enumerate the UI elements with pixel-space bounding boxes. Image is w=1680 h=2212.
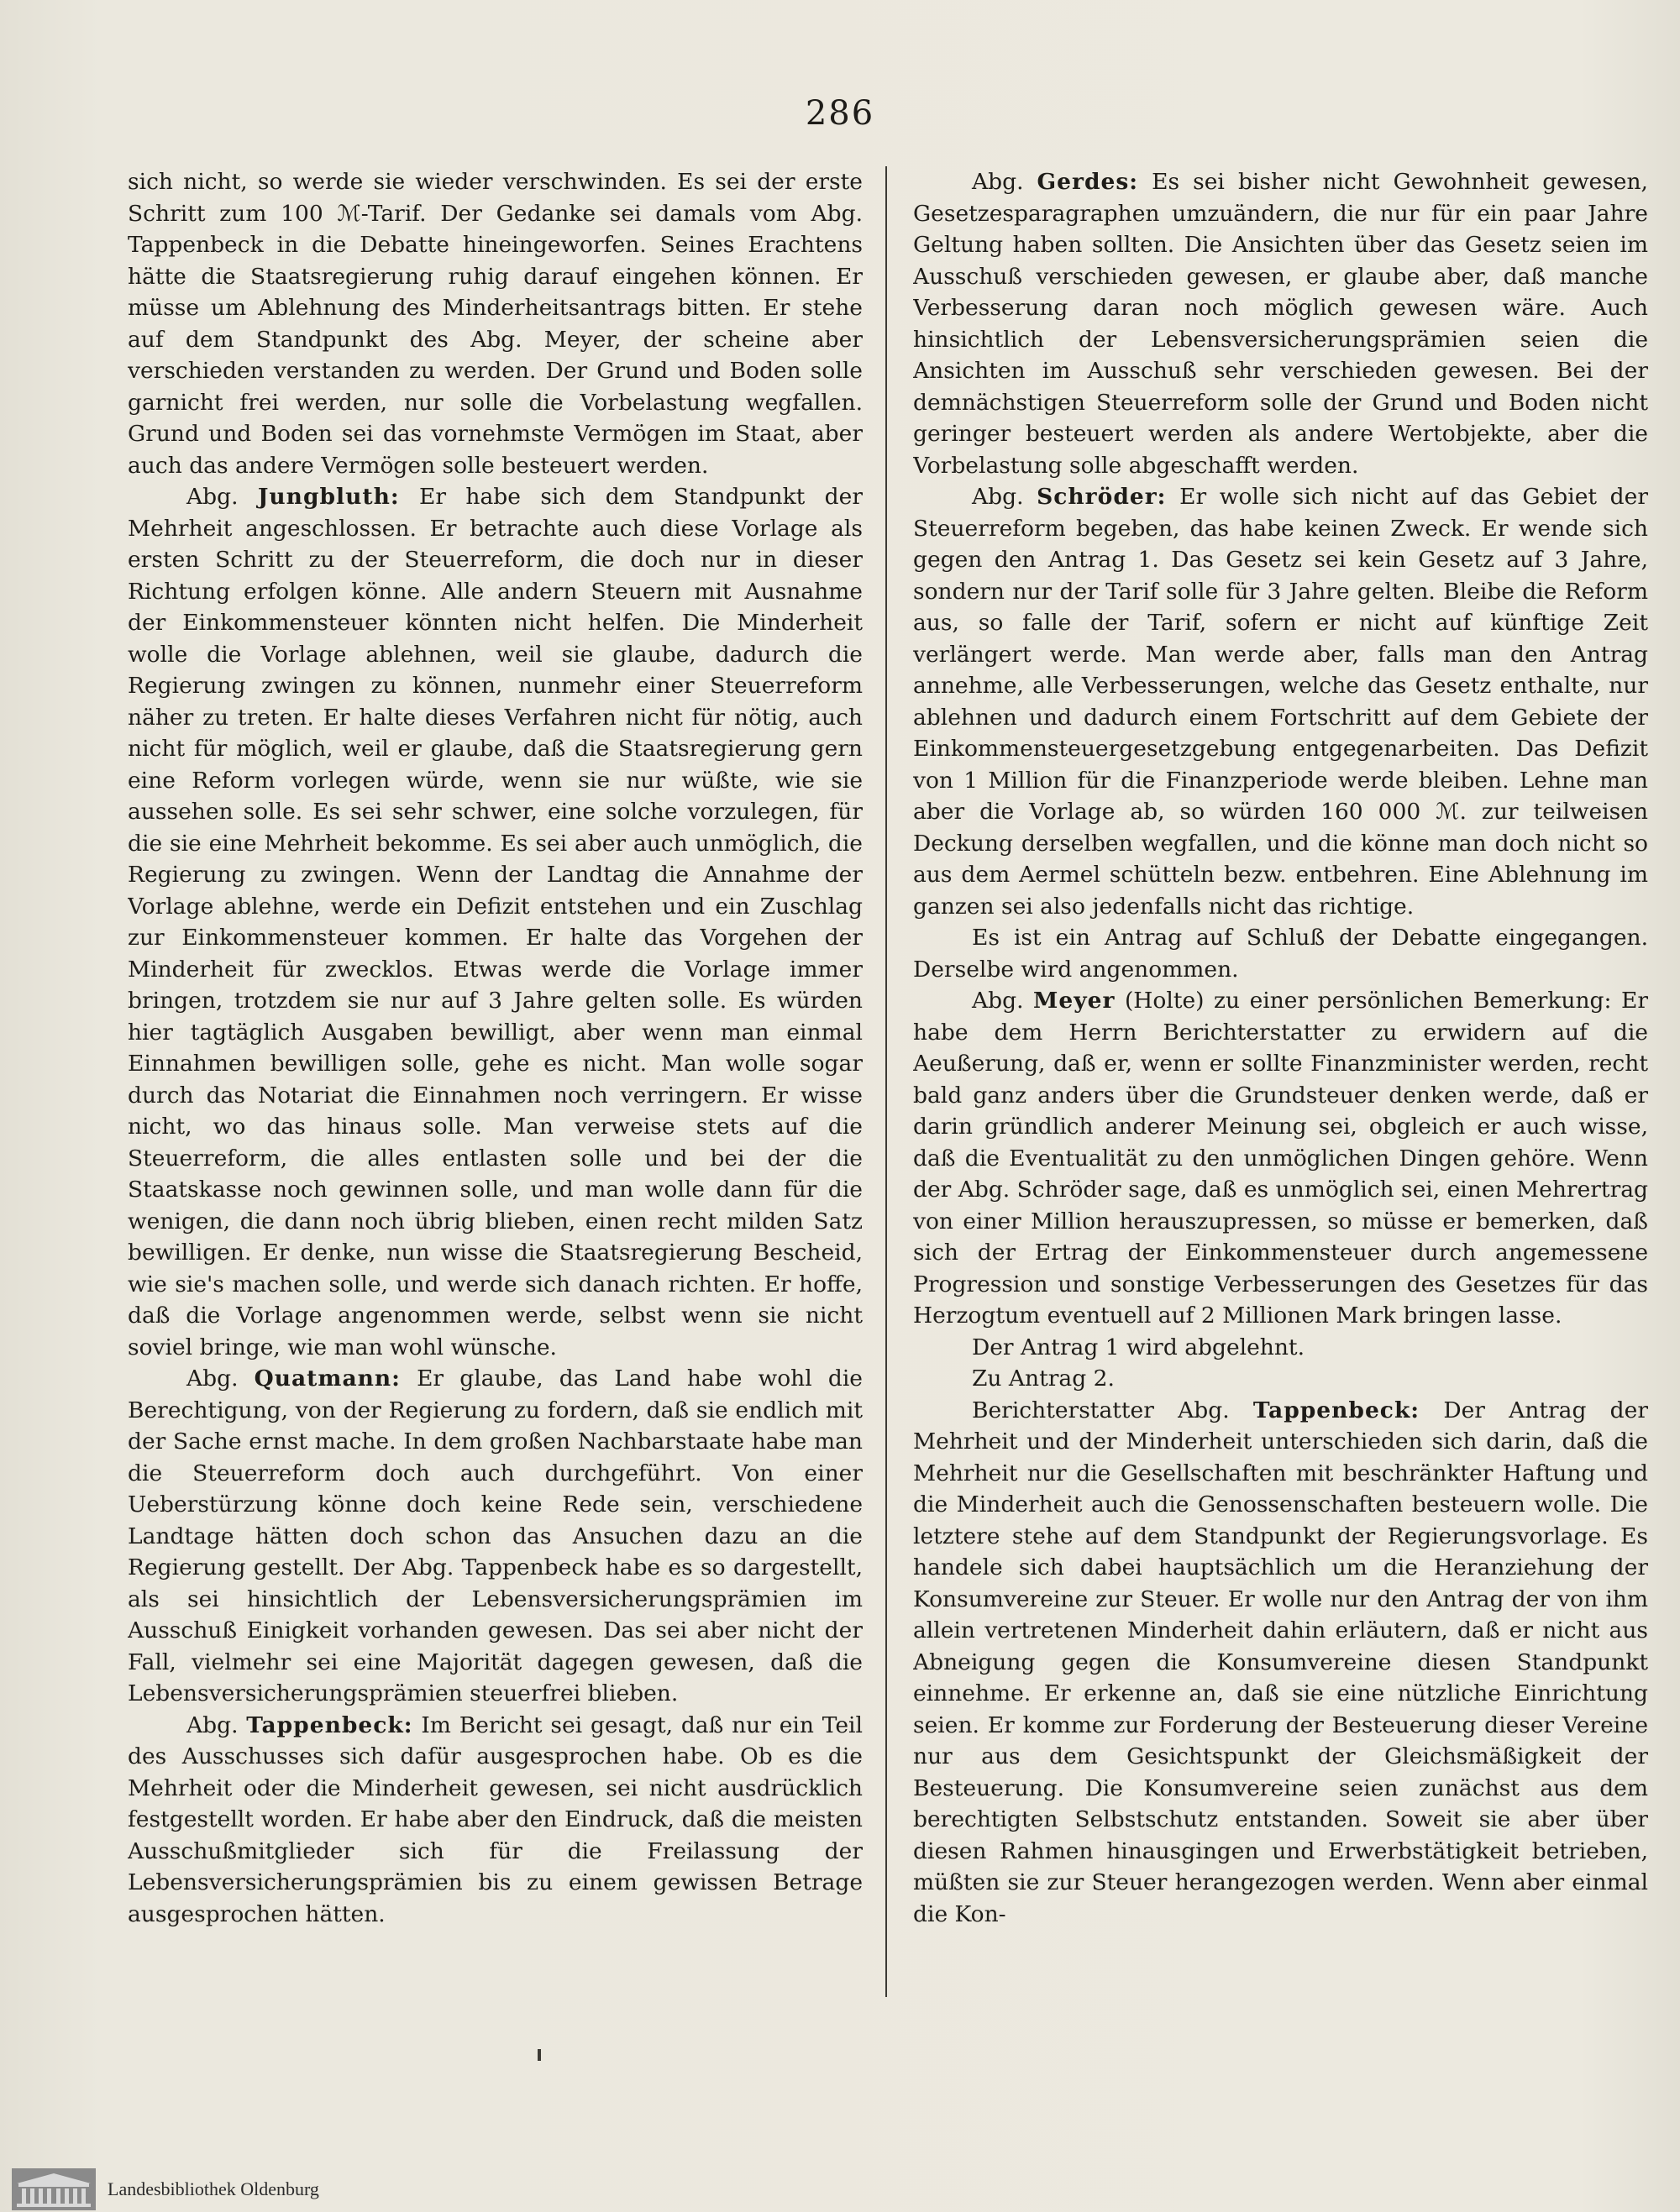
print-mark — [538, 2049, 541, 2061]
speaker-name: Tappenbeck: — [246, 1711, 413, 1738]
speech-prefix: Abg. — [972, 988, 1034, 1014]
paragraph-speech — [913, 166, 1648, 481]
procedure-text: Zu Antrag 2. — [972, 1365, 1115, 1392]
speaker-name: Tappenbeck: — [1252, 1397, 1420, 1423]
paragraph-text: sich nicht, so werde sie wieder verschwinden. Es sei der erste Schritt zum 100 ℳ-Tarif. Der Gedanke sei damals vom Abg. Tappenbeck in die Debatte hineingeworfen. Seines Erachtens hätte die Staatsregierung ruhig darauf eingehen können. Er müsse um Ablehnung des Minderheitsantrags bitten. Er stehe auf dem Standpunkt des Abg. Meyer, der scheine aber verschieden verstanden zu werden. Der Grund und Boden solle garnicht frei werden, nur solle die Vorbelastung wegfallen. Grund und Boden sei das vornehmste Vermögen im Staat, aber auch das andere Vermögen solle besteuert werden. — [128, 169, 863, 479]
paragraph-speech — [913, 481, 1648, 922]
speaker-name: Quatmann: — [254, 1365, 401, 1392]
paragraph-speech — [128, 481, 863, 1363]
speech-text: Es sei bisher nicht Gewohnheit gewesen, Gesetzesparagraphen umzuändern, die nur für ein paar Jahre Geltung haben sollten. Die Ansichten über das Gesetz seien im Ausschuß verschieden gewesen, er glaube aber, daß manche Verbesserung daran noch möglich gewesen wäre. Auch hinsichtlich der Lebensversicherungsprämien seien die Ansichten im Ausschuß sehr verschieden gewesen. Bei der demnächstigen Steuerreform solle der Grund und Boden nicht geringer besteuert werden als andere Wertobjekte, aber die Vorbelastung solle abgeschafft werden. — [913, 169, 1648, 479]
column-divider — [885, 166, 887, 1997]
library-footer — [0, 2167, 1680, 2212]
speech-text: Er habe sich dem Standpunkt der Mehrheit angeschlossen. Er betrachte auch diese Vorlage als ersten Schritt zu der Steuerreform, die doch nur in dieser Richtung erfolgen könne. Alle andern Steuern mit Ausnahme der Einkommensteuer könnten nicht helfen. Die Minderheit wolle die Vorlage ablehnen, weil sie glaube, dadurch die Regierung zwingen zu können, nunmehr einer Steuerreform näher zu treten. Er halte dieses Verfahren nicht für nötig, auch nicht für möglich, weil er glaube, daß die Staatsregierung gern eine Reform vorlegen würde, wenn sie nur wüßte, wie sie aussehen solle. Es sei sehr schwer, eine solche vorzulegen, für die sie eine Mehrheit bekomme. Es sei aber auch unmöglich, die Regierung zu zwingen. Wenn der Landtag die Annahme der Vorlage ablehne, werde ein Defizit entstehen und ein Zuschlag zur Einkommensteuer kommen. Er halte das Vorgehen der Minderheit für zwecklos. Etwas werde die Vorlage immer bringen, trotzdem sie nur auf 3 Jahre gelten solle. Es würden hier tagtäglich Ausgaben bewilligt, aber wenn man einmal Einnahmen bewilligen solle, gehe es nicht. Man wolle sogar durch das Notariat die Einnahmen noch verringern. Er wisse nicht, wo das hinaus solle. Man verweise stets auf die Steuerreform, die alles entlasten solle und bei der die Staatskasse noch gewinnen solle, und man wolle dann für die wenigen, die dann noch übrig blieben, einen recht milden Satz bewilligen. Er denke, nun wisse die Staatsregierung Bescheid, wie sie's machen solle, und werde sich danach richten. Er hoffe, daß die Vorlage angenommen werde, selbst wenn sie nicht soviel bringe, wie man wohl wünsche. — [128, 484, 863, 1360]
speech-text: Der Antrag der Mehrheit und der Minderheit unterschieden sich darin, daß die Mehrheit nur die Gesellschaften mit beschränkter Haftung und die Minderheit auch die Genossenschaften besteuern wolle. Die letztere stehe auf dem Standpunkt der Regierungsvorlage. Es handele sich dabei hauptsächlich um die Heranziehung der Konsumvereine zur Steuer. Er wolle nur den Antrag der von ihm allein vertretenen Minderheit dahin erläutern, daß er nicht aus Abneigung gegen die Konsumvereine diesen Standpunkt einnehme. Er erkenne an, daß sie eine nützliche Einrichtung seien. Er komme zur Forderung der Besteuerung dieser Vereine nur aus dem Gesichtspunkt der Gleichsmäßigkeit der Besteuerung. Die Konsumvereine seien zunächst aus dem berechtigten Selbstschutz entstanden. Soweit sie aber über diesen Rahmen hinausgingen und Erwerbstätigkeit betrieben, müßten sie zur Steuer herangezogen werden. Wenn aber einmal die Kon- — [913, 1397, 1648, 1927]
speech-prefix: Abg. — [972, 169, 1037, 195]
speech-prefix: Abg. — [186, 484, 258, 510]
procedure-text: Es ist ein Antrag auf Schluß der Debatte eingegangen. Derselbe wird angenommen. — [913, 925, 1648, 983]
speaker-name: Schröder: — [1037, 484, 1167, 510]
procedure-text: Der Antrag 1 wird abgelehnt. — [972, 1334, 1305, 1360]
speech-text: Er glaube, das Land habe wohl die Berechtigung, von der Regierung zu fordern, daß sie endlich mit der Sache ernst mache. In dem großen Nachbarstaate habe man die Steuerreform doch auch durchgeführt. Von einer Ueberstürzung könne doch keine Rede sein, verschiedene Landtage hätten doch schon das Ansuchen dazu an die Regierung gestellt. Der Abg. Tappenbeck habe es so dargestellt, als sei hinsichtlich der Lebensversicherungsprämien im Ausschuß Einigkeit vorhanden gewesen. Das sei aber nicht der Fall, vielmehr sei eine Majorität dagegen gewesen, daß die Lebensversicherungsprämien steuerfrei blieben. — [128, 1365, 863, 1706]
speech-text: Er wolle sich nicht auf das Gebiet der Steuerreform begeben, das habe keinen Zweck. Er wende sich gegen den Antrag 1. Das Gesetz sei kein Gesetz auf 3 Jahre, sondern nur der Tarif solle für 3 Jahre gelten. Bleibe die Reform aus, so falle der Tarif, sofern er nicht auf künftige Zeit verlängert werde. Man werde aber, falls man den Antrag annehme, alle Verbesserungen, welche das Gesetz enthalte, nur ablehnen und dadurch einem Fortschritt auf dem Gebiete der Einkommensteuergesetzgebung entgegenarbeiten. Das Defizit von 1 Million für die Finanzperiode werde bleiben. Lehne man aber die Vorlage ab, so würden 160 000 ℳ. zur teilweisen Deckung derselben wegfallen, und die könne man doch nicht so aus dem Aermel schütteln bezw. entbehren. Eine Ablehnung im ganzen sei also jedenfalls nicht das richtige. — [913, 484, 1648, 920]
speech-prefix: Berichterstatter Abg. — [972, 1397, 1253, 1423]
speech-prefix: Abg. — [186, 1365, 255, 1392]
library-name: Landesbibliothek Oldenburg — [108, 2178, 319, 2199]
speech-prefix: Abg. — [972, 484, 1037, 510]
paragraph-procedure — [913, 1363, 1648, 1395]
speech-text: (Holte) zu einer persönlichen Bemerkung: Er habe dem Herrn Berichterstatter zu erwidern auf die Aeußerung, daß er, wenn er sollte Finanzminister werden, recht bald ganz anders über die Grundsteuer denken werde, daß er darin gründlich anderer Meinung sei, obgleich er auch wisse, daß die Eventualität zu den unmöglichen Dingen gehöre. Wenn der Abg. Schröder sage, daß es unmöglich sei, einen Mehrertrag von einer Million herauszupressen, so müsse er bemerken, daß sich der Ertrag der Einkommensteuer durch angemessene Progression und sonstige Verbesserungen des Gesetzes für das Herzogtum eventuell auf 2 Millionen Mark bringen lasse. — [913, 988, 1648, 1329]
speech-prefix: Abg. — [186, 1711, 247, 1738]
paragraph-procedure — [913, 1332, 1648, 1364]
paragraph-speech — [128, 1710, 863, 1931]
paragraph-speech — [128, 1363, 863, 1710]
paragraph-speech — [913, 1395, 1648, 1931]
speaker-name: Jungbluth: — [257, 484, 400, 510]
left-column — [128, 166, 863, 1997]
paragraph-procedure — [913, 922, 1648, 985]
paragraph-speech — [913, 985, 1648, 1332]
speaker-name: Meyer — [1033, 988, 1116, 1014]
right-column — [913, 166, 1648, 1997]
speaker-name: Gerdes: — [1037, 169, 1139, 195]
paragraph-continuation — [128, 166, 863, 481]
library-building-icon — [12, 2168, 96, 2210]
page-number: 286 — [805, 94, 875, 133]
speech-text: Im Bericht sei gesagt, daß nur ein Teil des Ausschusses sich dafür ausgesprochen habe. Ob es die Mehrheit oder die Minderheit gewesen, sei nicht ausdrücklich festgestellt worden. Er habe aber den Eindruck, daß die meisten Ausschußmitglieder sich für die Freilassung der Lebensversicherungsprämien bis zu einem gewissen Betrage ausgesprochen hätten. — [128, 1711, 863, 1927]
